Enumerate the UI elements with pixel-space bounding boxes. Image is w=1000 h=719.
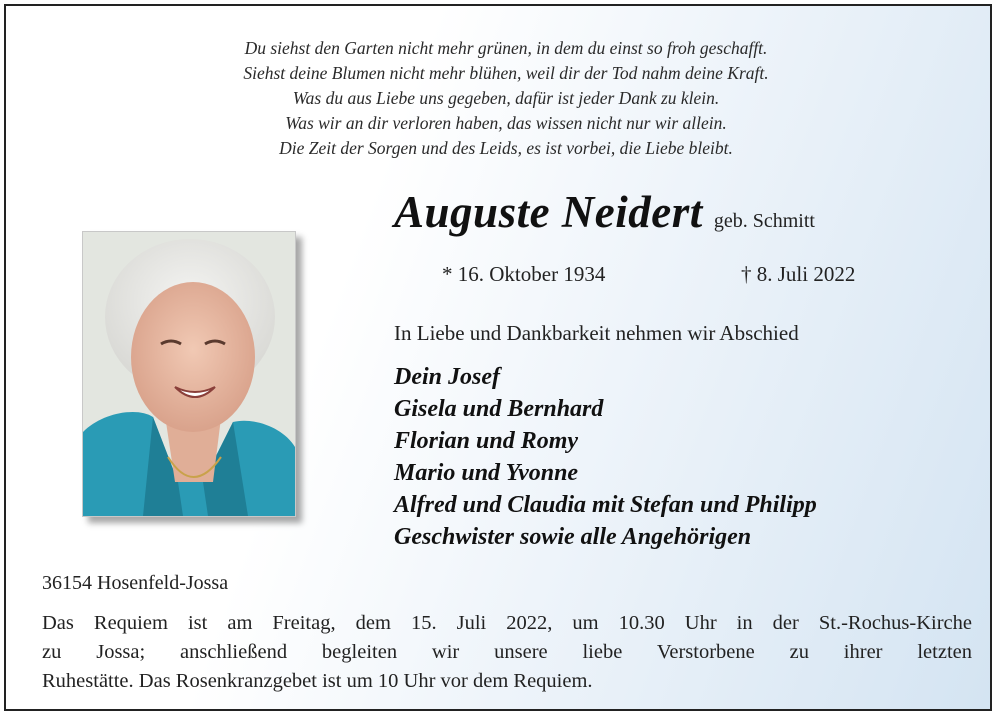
service-details (42, 609, 972, 696)
death-date: † 8. Juli 2022 (741, 262, 856, 286)
obituary-frame (4, 4, 992, 711)
mourner-entry: Alfred und Claudia mit Stefan und Philipp (394, 492, 817, 518)
portrait-photo (82, 231, 296, 517)
service-line: zu Jossa; anschließend begleiten wir unsere liebe Verstorbene zu ihrer letzten (42, 641, 972, 663)
portrait-illustration (83, 232, 295, 516)
poem-line: Die Zeit der Sorgen und des Leids, es ist vorbei, die Liebe bleibt. (279, 138, 733, 158)
mourner-entry: Gisela und Bernhard (394, 396, 604, 422)
location: 36154 Hosenfeld-Jossa (42, 572, 229, 594)
mourners-list (394, 361, 817, 553)
poem-line: Was wir an dir verloren haben, das wissen nicht nur wir allein. (285, 113, 727, 133)
poem-line: Du siehst den Garten nicht mehr grünen, in dem du einst so froh geschafft. (244, 38, 768, 58)
mourner-entry: Dein Josef (394, 364, 500, 390)
birth-date: * 16. Oktober 1934 (442, 262, 606, 286)
service-line: Das Requiem ist am Freitag, dem 15. Juli 2022, um 10.30 Uhr in der St.-Rochus-Kirche (42, 612, 972, 634)
farewell-intro: In Liebe und Dankbarkeit nehmen wir Abschied (394, 321, 799, 345)
memorial-poem (46, 36, 966, 161)
mourner-entry: Florian und Romy (394, 428, 579, 454)
poem-line: Siehst deine Blumen nicht mehr blühen, weil dir der Tod nahm deine Kraft. (243, 63, 769, 83)
poem-line: Was du aus Liebe uns gegeben, dafür ist jeder Dank zu klein. (292, 88, 720, 108)
mourner-entry: Mario und Yvonne (394, 460, 579, 486)
deceased-name: Auguste Neidert (394, 187, 703, 237)
maiden-name: geb. Schmitt (713, 210, 815, 232)
mourner-entry: Geschwister sowie alle Angehörigen (394, 524, 752, 550)
service-line: Ruhestätte. Das Rosenkranzgebet ist um 10 Uhr vor dem Requiem. (42, 670, 593, 692)
deceased-name-line (394, 186, 815, 238)
